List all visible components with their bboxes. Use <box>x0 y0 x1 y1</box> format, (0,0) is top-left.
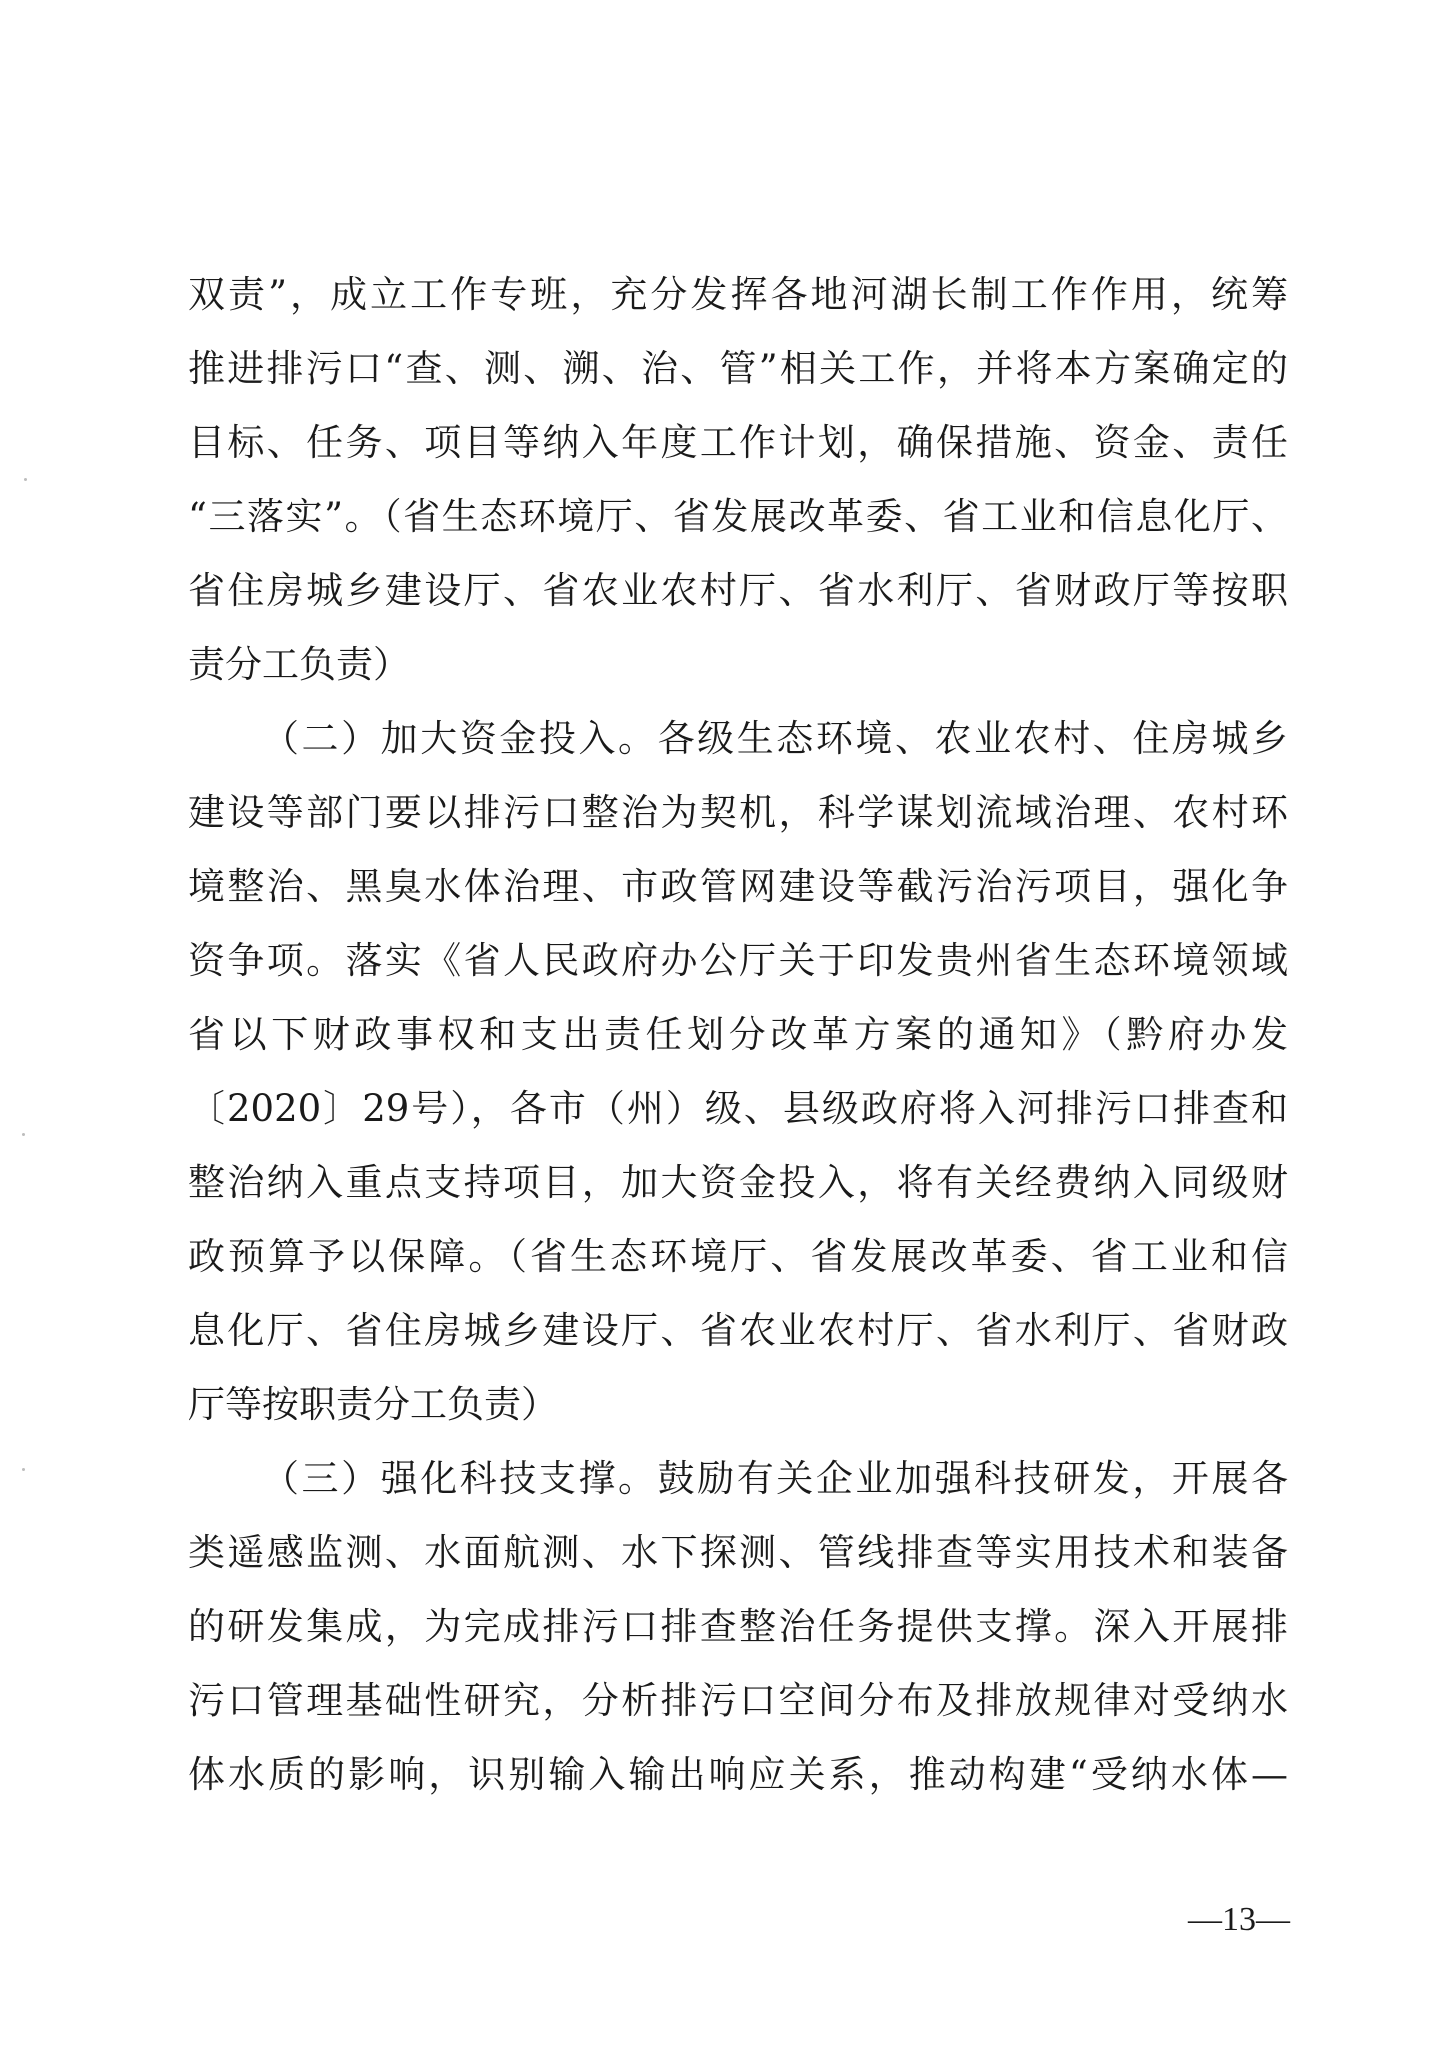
text-line: 整治纳入重点支持项目，加大资金投入，将有关经费纳入同级财 <box>188 1161 1288 1204</box>
text-line: 资争项。落实《省人民政府办公厅关于印发贵州省生态环境领域 <box>188 939 1288 982</box>
scan-speck <box>22 1468 25 1471</box>
section-heading-line: （三）强化科技支撑。鼓励有关企业加强科技研发，开展各 <box>262 1457 1288 1500</box>
text-line: 〔2020〕29号），各市（州）级、县级政府将入河排污口排查和 <box>188 1087 1288 1130</box>
page-number: —13— <box>1188 1901 1290 1938</box>
text-line: 息化厅、省住房城乡建设厅、省农业农村厅、省水利厅、省财政 <box>188 1309 1288 1352</box>
body-text <box>188 258 1288 1812</box>
text-line: 建设等部门要以排污口整治为契机，科学谋划流域治理、农村环 <box>188 791 1288 834</box>
text-line: 的研发集成，为完成排污口排查整治任务提供支撑。深入开展排 <box>188 1605 1288 1648</box>
text-line: 体水质的影响，识别输入输出响应关系，推动构建“受纳水体— <box>188 1753 1288 1796</box>
text-line: “三落实”。（省生态环境厅、省发展改革委、省工业和信息化厅、 <box>188 495 1288 538</box>
text-line: 责分工负责） <box>188 643 410 686</box>
text-line: 推进排污口“查、测、溯、治、管”相关工作，并将本方案确定的 <box>188 347 1288 390</box>
text-line: 境整治、黑臭水体治理、市政管网建设等截污治污项目，强化争 <box>188 865 1288 908</box>
text-line: 省住房城乡建设厅、省农业农村厅、省水利厅、省财政厅等按职 <box>188 569 1288 612</box>
text-line: 政预算予以保障。（省生态环境厅、省发展改革委、省工业和信 <box>188 1235 1288 1278</box>
text-line: 厅等按职责分工负责） <box>188 1383 558 1426</box>
text-line: 双责”，成立工作专班，充分发挥各地河湖长制工作作用，统筹 <box>188 273 1288 316</box>
scan-speck <box>24 478 27 481</box>
text-line: 省以下财政事权和支出责任划分改革方案的通知》（黔府办发 <box>188 1013 1288 1056</box>
text-line: 污口管理基础性研究，分析排污口空间分布及排放规律对受纳水 <box>188 1679 1288 1722</box>
text-line: 目标、任务、项目等纳入年度工作计划，确保措施、资金、责任 <box>188 421 1288 464</box>
section-heading-line: （二）加大资金投入。各级生态环境、农业农村、住房城乡 <box>262 717 1288 760</box>
text-line: 类遥感监测、水面航测、水下探测、管线排查等实用技术和装备 <box>188 1531 1288 1574</box>
scan-speck <box>22 1133 25 1136</box>
